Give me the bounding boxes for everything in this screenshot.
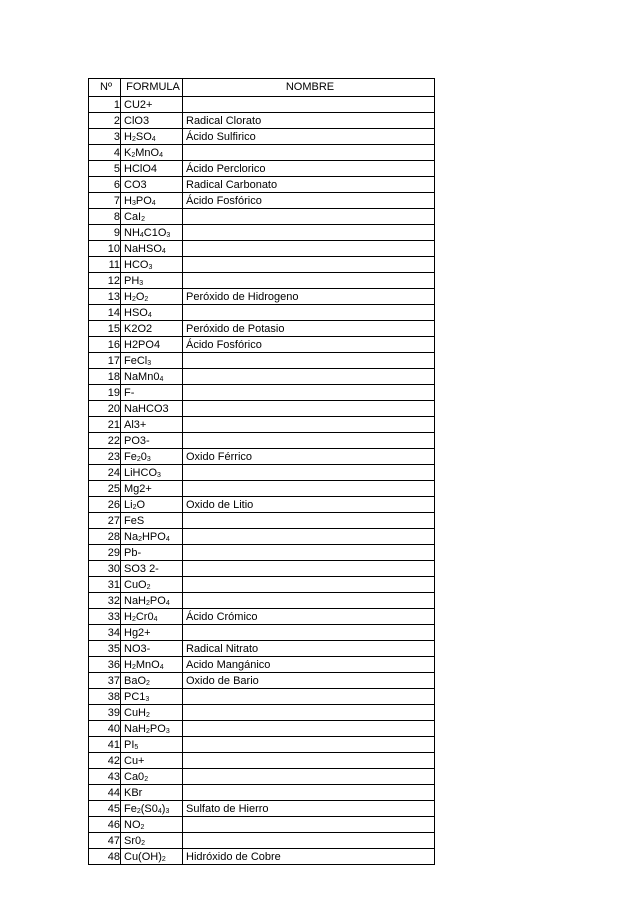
row-number: 21 — [89, 417, 121, 433]
table-row — [89, 689, 435, 705]
row-number: 37 — [89, 673, 121, 689]
row-number: 19 — [89, 385, 121, 401]
row-formula: BaO$_2$ — [121, 673, 183, 689]
row-number: 16 — [89, 337, 121, 353]
row-name — [183, 689, 435, 705]
row-number: 28 — [89, 529, 121, 545]
row-name — [183, 97, 435, 113]
table-row — [89, 785, 435, 801]
table-row — [89, 625, 435, 641]
row-formula: FeCl$_3$ — [121, 353, 183, 369]
row-number: 13 — [89, 289, 121, 305]
row-name — [183, 465, 435, 481]
table-row — [89, 849, 435, 865]
header-row — [89, 79, 435, 97]
row-name — [183, 145, 435, 161]
row-name — [183, 625, 435, 641]
row-name — [183, 561, 435, 577]
row-name — [183, 481, 435, 497]
row-number: 26 — [89, 497, 121, 513]
row-formula: LiHCO$_3$ — [121, 465, 183, 481]
table-row — [89, 257, 435, 273]
row-formula: $H_2SO_4$ — [121, 129, 183, 145]
row-name: Radical Clorato — [183, 113, 435, 129]
table-row — [89, 721, 435, 737]
row-number: 27 — [89, 513, 121, 529]
row-name — [183, 353, 435, 369]
row-name: Oxido de Litio — [183, 497, 435, 513]
row-number: 29 — [89, 545, 121, 561]
row-name: Ácido Crómico — [183, 609, 435, 625]
header-number: Nº — [89, 79, 121, 97]
row-name — [183, 209, 435, 225]
table-row — [89, 641, 435, 657]
table-row — [89, 673, 435, 689]
row-formula: K2O2 — [121, 321, 183, 337]
row-formula: $Cu(OH)_2$ — [121, 849, 183, 865]
table-row — [89, 385, 435, 401]
row-formula: NaHCO3 — [121, 401, 183, 417]
table-row — [89, 241, 435, 257]
table-row — [89, 193, 435, 209]
table-row — [89, 209, 435, 225]
row-formula: $PI_5$ — [121, 737, 183, 753]
row-formula: $NH_4C1O_3$ — [121, 225, 183, 241]
row-number: 24 — [89, 465, 121, 481]
row-name — [183, 225, 435, 241]
row-name — [183, 785, 435, 801]
table-row — [89, 305, 435, 321]
row-number: 11 — [89, 257, 121, 273]
table-row — [89, 465, 435, 481]
row-name: Peróxido de Potasio — [183, 321, 435, 337]
table-row — [89, 753, 435, 769]
row-number: 42 — [89, 753, 121, 769]
row-name — [183, 513, 435, 529]
row-formula: HClO4 — [121, 161, 183, 177]
row-formula: CaI$_2$ — [121, 209, 183, 225]
row-name — [183, 593, 435, 609]
row-number: 31 — [89, 577, 121, 593]
row-formula: NaHSO$_4$ — [121, 241, 183, 257]
table-row — [89, 177, 435, 193]
table-row — [89, 97, 435, 113]
row-formula: CU2+ — [121, 97, 183, 113]
row-formula: Al3+ — [121, 417, 183, 433]
row-name: Peróxido de Hidrogeno — [183, 289, 435, 305]
table-row — [89, 481, 435, 497]
table-row — [89, 609, 435, 625]
row-name: Ácido Perclorico — [183, 161, 435, 177]
row-formula: $Sr0_2$ — [121, 833, 183, 849]
table-row — [89, 113, 435, 129]
table-body — [89, 97, 435, 865]
row-formula: $Na_2HPO_4$ — [121, 529, 183, 545]
row-number: 15 — [89, 321, 121, 337]
header-name: NOMBRE — [183, 79, 435, 97]
table-row — [89, 801, 435, 817]
row-formula: $K_2MnO_4$ — [121, 145, 183, 161]
row-name: Radical Nitrato — [183, 641, 435, 657]
row-number: 9 — [89, 225, 121, 241]
row-number: 45 — [89, 801, 121, 817]
table-row — [89, 225, 435, 241]
row-formula: $HSO_4$ — [121, 305, 183, 321]
row-number: 6 — [89, 177, 121, 193]
row-number: 30 — [89, 561, 121, 577]
row-number: 34 — [89, 625, 121, 641]
row-number: 35 — [89, 641, 121, 657]
table-row — [89, 449, 435, 465]
row-number: 18 — [89, 369, 121, 385]
row-name: Ácido Fosfórico — [183, 193, 435, 209]
table-row — [89, 433, 435, 449]
row-formula: $H_3PO_4$ — [121, 193, 183, 209]
row-formula: Mg2+ — [121, 481, 183, 497]
row-number: 20 — [89, 401, 121, 417]
row-formula: $H_2Cr0_4$ — [121, 609, 183, 625]
row-name — [183, 257, 435, 273]
row-number: 10 — [89, 241, 121, 257]
table-row — [89, 273, 435, 289]
row-formula: Pb- — [121, 545, 183, 561]
table-row — [89, 161, 435, 177]
row-number: 8 — [89, 209, 121, 225]
row-number: 1 — [89, 97, 121, 113]
row-number: 40 — [89, 721, 121, 737]
row-name — [183, 737, 435, 753]
row-number: 22 — [89, 433, 121, 449]
table-row — [89, 545, 435, 561]
row-number: 17 — [89, 353, 121, 369]
table-row — [89, 417, 435, 433]
row-name: Sulfato de Hierro — [183, 801, 435, 817]
row-name: Hidróxido de Cobre — [183, 849, 435, 865]
row-name: Acido Mangánico — [183, 657, 435, 673]
row-name — [183, 769, 435, 785]
table-row — [89, 129, 435, 145]
row-name — [183, 817, 435, 833]
row-number: 41 — [89, 737, 121, 753]
table-row — [89, 593, 435, 609]
row-number: 39 — [89, 705, 121, 721]
row-formula: H2PO4 — [121, 337, 183, 353]
row-formula: $Fe_20_3$ — [121, 449, 183, 465]
row-formula: CuH$_2$ — [121, 705, 183, 721]
row-name — [183, 545, 435, 561]
table-row — [89, 657, 435, 673]
row-formula: ClO3 — [121, 113, 183, 129]
row-number: 2 — [89, 113, 121, 129]
row-name — [183, 529, 435, 545]
row-name — [183, 417, 435, 433]
header-formula: FORMULA — [121, 79, 183, 97]
table-row — [89, 353, 435, 369]
row-formula: $Li_2O$ — [121, 497, 183, 513]
row-formula: $NaH_2PO_3$ — [121, 721, 183, 737]
row-name — [183, 705, 435, 721]
row-number: 43 — [89, 769, 121, 785]
row-name: Ácido Fosfórico — [183, 337, 435, 353]
row-number: 14 — [89, 305, 121, 321]
row-name — [183, 305, 435, 321]
row-formula: $Fe_2(S0_4)_3$ — [121, 801, 183, 817]
table-row — [89, 497, 435, 513]
row-formula: PO3- — [121, 433, 183, 449]
row-formula: NO3- — [121, 641, 183, 657]
table-row — [89, 529, 435, 545]
row-formula: $H_2O_2$ — [121, 289, 183, 305]
row-number: 7 — [89, 193, 121, 209]
table-row — [89, 369, 435, 385]
row-formula: FeS — [121, 513, 183, 529]
row-name — [183, 753, 435, 769]
row-formula: Cu+ — [121, 753, 183, 769]
row-number: 4 — [89, 145, 121, 161]
row-number: 5 — [89, 161, 121, 177]
row-name: Oxido Férrico — [183, 449, 435, 465]
row-name — [183, 577, 435, 593]
row-number: 12 — [89, 273, 121, 289]
table-row — [89, 289, 435, 305]
row-number: 23 — [89, 449, 121, 465]
row-name — [183, 273, 435, 289]
row-name: Radical Carbonato — [183, 177, 435, 193]
row-name: Ácido Sulfirico — [183, 129, 435, 145]
row-number: 36 — [89, 657, 121, 673]
table-row — [89, 337, 435, 353]
table-row — [89, 577, 435, 593]
row-formula: $Ca0_2$ — [121, 769, 183, 785]
table-row — [89, 705, 435, 721]
row-name — [183, 721, 435, 737]
row-name — [183, 241, 435, 257]
table-row — [89, 833, 435, 849]
row-number: 38 — [89, 689, 121, 705]
row-number: 46 — [89, 817, 121, 833]
table-row — [89, 145, 435, 161]
row-formula: SO3 2- — [121, 561, 183, 577]
row-formula: $NaH_2PO_4$ — [121, 593, 183, 609]
row-formula: KBr — [121, 785, 183, 801]
row-number: 25 — [89, 481, 121, 497]
row-name — [183, 833, 435, 849]
row-formula: CuO$_2$ — [121, 577, 183, 593]
row-name — [183, 401, 435, 417]
row-formula: $NO_2$ — [121, 817, 183, 833]
row-number: 3 — [89, 129, 121, 145]
row-number: 47 — [89, 833, 121, 849]
row-formula: F- — [121, 385, 183, 401]
row-number: 48 — [89, 849, 121, 865]
table-row — [89, 561, 435, 577]
row-formula: $H_2MnO_4$ — [121, 657, 183, 673]
row-number: 44 — [89, 785, 121, 801]
row-number: 32 — [89, 593, 121, 609]
table-row — [89, 737, 435, 753]
table-row — [89, 769, 435, 785]
row-name — [183, 385, 435, 401]
table-row — [89, 401, 435, 417]
row-formula: $NaMn0_4$ — [121, 369, 183, 385]
table-row — [89, 817, 435, 833]
row-formula: $PC1_3$ — [121, 689, 183, 705]
row-number: 33 — [89, 609, 121, 625]
row-name — [183, 369, 435, 385]
row-formula: $HCO_3$ — [121, 257, 183, 273]
row-name — [183, 433, 435, 449]
row-name: Oxido de Bario — [183, 673, 435, 689]
formula-table — [88, 78, 435, 865]
row-formula: CO3 — [121, 177, 183, 193]
table-row — [89, 321, 435, 337]
table-row — [89, 513, 435, 529]
row-formula: Hg2+ — [121, 625, 183, 641]
row-formula: $PH_3$ — [121, 273, 183, 289]
